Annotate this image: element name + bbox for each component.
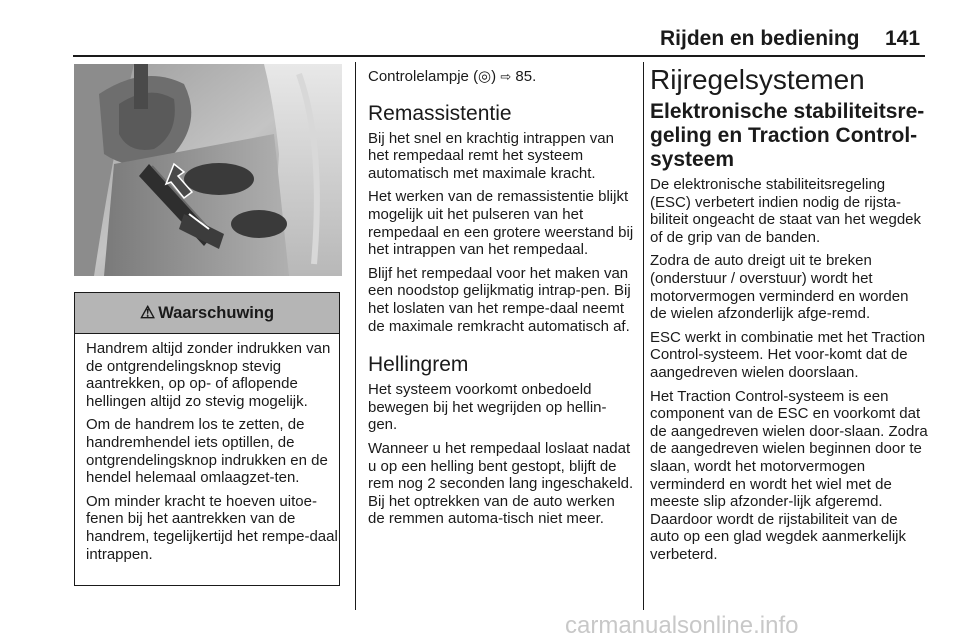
body-paragraph: Blijf het rempedaal voor het maken van een noodstop gelijkmatig intrap-pen. Bij het loslaten van het rempe-daal neemt de maximale remkracht automatisch af. — [368, 264, 631, 335]
body-paragraph: ESC werkt in combinatie met het Traction Control-systeem. Het voor-komt dat de aangedreven wielen doorslaan. — [650, 328, 926, 381]
warning-paragraph: Om de handrem los te zetten, de handremhendel iets optillen, de ontgrendelingsknop indrukken en de hendel helemaal omlaagzet-ten. — [86, 416, 328, 487]
control-lamp-label: Controlelampje — [368, 68, 469, 85]
right-column — [650, 64, 928, 569]
warning-triangle-icon: ⚠ — [139, 303, 156, 322]
warning-paragraph: Om minder kracht te hoeven uitoe-fenen bij het aantrekken van de handrem, tegelijkertijd het rempe-daal intrappen. — [86, 492, 338, 563]
handbrake-photo — [74, 64, 342, 276]
column-divider-left — [355, 62, 356, 610]
body-paragraph: Bij het snel en krachtig intrappen van het rempedaal remt het systeem automatisch met maximale kracht. — [368, 129, 614, 182]
body-paragraph: Wanneer u het rempedaal loslaat nadat u op een helling bent gestopt, blijft de rem nog 2 seconden lang ingeschakeld. Bij het optrekken van de auto werken de remmen automa-tisch niet meer. — [368, 439, 634, 528]
body-paragraph: Het werken van de remassistentie blijkt mogelijk uit het pulseren van het rempedaal en een grotere weerstand bij het intrappen van het rempedaal. — [368, 188, 634, 259]
control-lamp-line — [368, 68, 634, 86]
section-title: Rijden en bediening — [660, 27, 860, 50]
heading-hellingrem: Hellingrem — [368, 353, 469, 377]
control-lamp-page-ref: 85. — [515, 68, 537, 85]
body-paragraph: Het systeem voorkomt onbedoeld bewegen bij het wegrijden op hellin-gen. — [368, 381, 607, 434]
body-paragraph: Het Traction Control-systeem is een component van de ESC en voorkomt dat de aangedreven wielen door-slaan. Zodra de aangedreven wielen beginnen door te slaan, wordt het motorvermogen verminderd en wordt het wiel met de meeste slip afzonder-lijk afgeremd. Daardoor wordt de rijstabiliteit van de auto op een glad wegdek aanmerkelijk verbeterd. — [650, 387, 928, 563]
heading-esc-traction-control: Elektronische stabiliteitsre-geling en Traction Control-systeem — [650, 100, 925, 171]
body-paragraph: Zodra de auto dreigt uit te breken (onderstuur / overstuur) wordt het motorvermogen verminderd en worden de wielen afzonderlijk afge-remd. — [650, 252, 909, 323]
page-reference-arrow-icon: ⇨ — [500, 69, 512, 84]
body-paragraph: De elektronische stabiliteitsregeling (ESC) verbetert indien nodig de rijsta-biliteit ongeacht de staat van het wegdek of de grip van de banden. — [650, 176, 922, 246]
column-divider-right — [643, 62, 644, 610]
warning-box — [74, 292, 340, 586]
warning-paragraph: Handrem altijd zonder indrukken van de ontgrendelingsknop stevig aantrekken, op op- of aflopende hellingen altijd zo stevig mogelijk. — [86, 340, 331, 410]
brake-lamp-icon: (◎) — [473, 68, 497, 85]
warning-header — [75, 293, 339, 334]
middle-column — [368, 68, 634, 534]
warning-body — [75, 334, 339, 563]
page-number: 141 — [885, 27, 921, 50]
header-rule — [73, 55, 925, 57]
watermark: carmanualsonline.info — [565, 612, 799, 639]
warning-title: Waarschuwing — [158, 303, 275, 322]
heading-rijregelsystemen: Rijregelsystemen — [650, 64, 865, 95]
heading-remassistentie: Remassistentie — [368, 101, 512, 125]
